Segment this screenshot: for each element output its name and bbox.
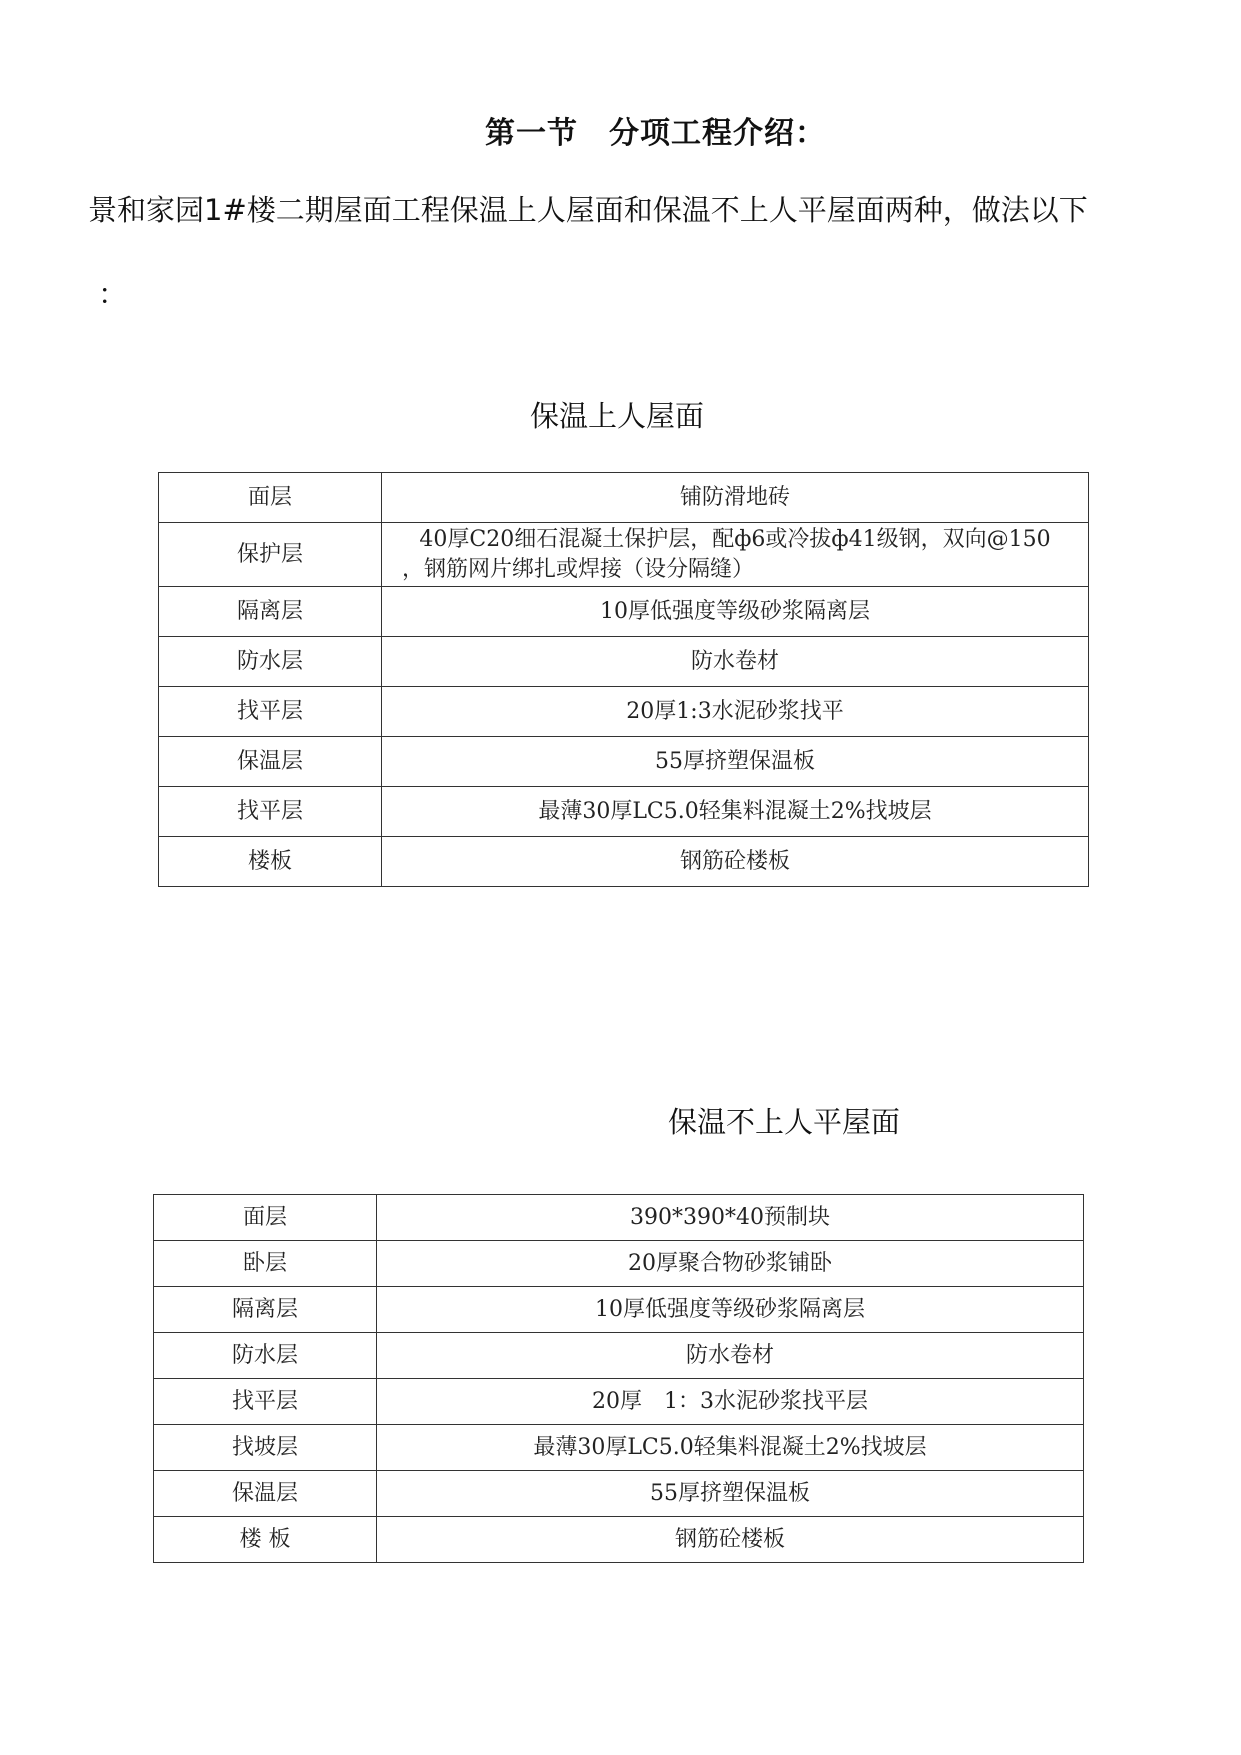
layer-detail-cell: 55厚挤塑保温板 xyxy=(382,737,1089,787)
layer-name-cell: 面层 xyxy=(159,473,382,523)
layer-name-cell: 找平层 xyxy=(159,787,382,837)
layer-name-cell: 楼 板 xyxy=(154,1517,377,1563)
layer-detail-cell: 钢筋砼楼板 xyxy=(377,1517,1084,1563)
layer-detail-cell: 20厚聚合物砂浆铺卧 xyxy=(377,1241,1084,1287)
layer-name-cell: 保温层 xyxy=(159,737,382,787)
layer-name-cell: 隔离层 xyxy=(159,587,382,637)
table-row xyxy=(159,637,1089,687)
table-row xyxy=(154,1287,1084,1333)
layer-detail-cell: 20厚 1：3水泥砂浆找平层 xyxy=(377,1379,1084,1425)
intro-colon: ： xyxy=(98,277,128,311)
table-row xyxy=(154,1241,1084,1287)
layer-detail-cell: 铺防滑地砖 xyxy=(382,473,1089,523)
layer-name-cell: 隔离层 xyxy=(154,1287,377,1333)
table-row xyxy=(159,837,1089,887)
table-row xyxy=(154,1425,1084,1471)
layer-detail-cell xyxy=(382,523,1089,587)
table-row xyxy=(159,687,1089,737)
layer-detail-cell: 最薄30厚LC5.0轻集料混凝土2%找坡层 xyxy=(377,1425,1084,1471)
layer-detail-cell: 防水卷材 xyxy=(377,1333,1084,1379)
table-caption-accessible-roof: 保温上人屋面 xyxy=(530,399,705,433)
intro-paragraph: 景和家园1#楼二期屋面工程保温上人屋面和保温不上人平屋面两种，做法以下 xyxy=(88,193,1088,227)
layer-name-cell: 保温层 xyxy=(154,1471,377,1517)
layer-detail-cell: 390*390*40预制块 xyxy=(377,1195,1084,1241)
table-row xyxy=(159,587,1089,637)
layer-detail-line: 40厚C20细石混凝土保护层，配ф6或冷拔ф41级钢，双向@150 xyxy=(419,526,1051,552)
table-row xyxy=(159,737,1089,787)
layer-name-cell: 防水层 xyxy=(159,637,382,687)
layer-name-cell: 保护层 xyxy=(159,523,382,587)
non-accessible-roof-layers-table xyxy=(153,1194,1084,1563)
layer-name-cell: 楼板 xyxy=(159,837,382,887)
layer-name-cell: 找平层 xyxy=(154,1379,377,1425)
table-row xyxy=(159,787,1089,837)
layer-detail-cell: 20厚1:3水泥砂浆找平 xyxy=(382,687,1089,737)
table-caption-non-accessible-roof: 保温不上人平屋面 xyxy=(668,1105,901,1139)
layer-name-cell: 卧层 xyxy=(154,1241,377,1287)
layer-detail-cell: 10厚低强度等级砂浆隔离层 xyxy=(377,1287,1084,1333)
table-row xyxy=(159,523,1089,587)
table-row xyxy=(159,473,1089,523)
layer-detail-line: ，钢筋网片绑扎或焊接（设分隔缝） xyxy=(402,556,755,582)
table-row xyxy=(154,1333,1084,1379)
layer-detail-cell: 55厚挤塑保温板 xyxy=(377,1471,1084,1517)
table-row xyxy=(154,1471,1084,1517)
layer-detail-cell: 钢筋砼楼板 xyxy=(382,837,1089,887)
layer-detail-cell: 防水卷材 xyxy=(382,637,1089,687)
layer-detail-cell: 10厚低强度等级砂浆隔离层 xyxy=(382,587,1089,637)
table-row xyxy=(154,1379,1084,1425)
layer-name-cell: 面层 xyxy=(154,1195,377,1241)
section-title: 第一节 分项工程介绍： xyxy=(485,116,826,151)
layer-name-cell: 防水层 xyxy=(154,1333,377,1379)
accessible-roof-layers-table xyxy=(158,472,1089,887)
layer-name-cell: 找平层 xyxy=(159,687,382,737)
table-row xyxy=(154,1517,1084,1563)
layer-detail-cell: 最薄30厚LC5.0轻集料混凝土2%找坡层 xyxy=(382,787,1089,837)
layer-name-cell: 找坡层 xyxy=(154,1425,377,1471)
table-row xyxy=(154,1195,1084,1241)
